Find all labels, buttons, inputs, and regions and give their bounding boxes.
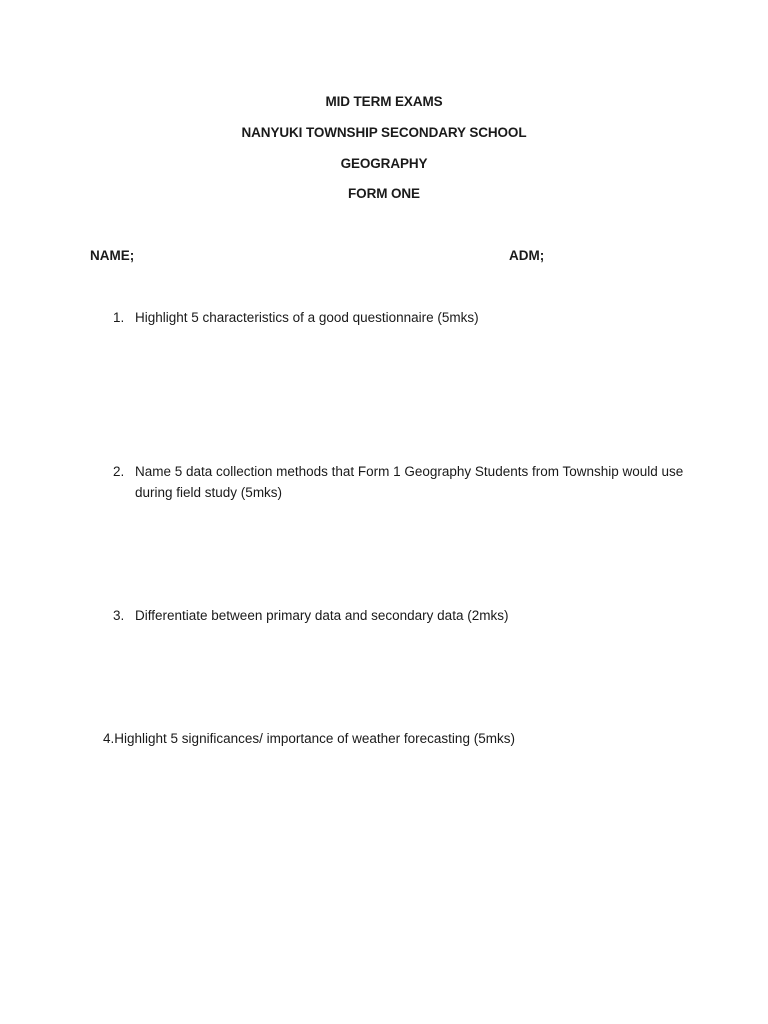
question-number: 1.: [113, 310, 125, 325]
exam-title: MID TERM EXAMS: [325, 94, 443, 109]
school-name: NANYUKI TOWNSHIP SECONDARY SCHOOL: [241, 125, 527, 140]
question-text: Highlight 5 significances/ importance of weather forecasting (5mks): [114, 731, 515, 746]
question-3: [113, 605, 695, 626]
question-text: Name 5 data collection methods that Form 1 Geography Students from Township would use during field study (5mks): [135, 464, 684, 500]
question-1: [113, 307, 695, 328]
question-text: Highlight 5 characteristics of a good questionnaire (5mks): [135, 310, 479, 325]
question-number: 3.: [113, 608, 125, 623]
subject-name: GEOGRAPHY: [340, 156, 428, 171]
adm-label: ADM;: [509, 248, 545, 263]
question-2: [113, 461, 691, 503]
name-label: NAME;: [90, 248, 135, 263]
form-level: FORM ONE: [348, 186, 420, 201]
question-number: 2.: [113, 464, 125, 479]
question-4: [103, 728, 694, 749]
question-text: Differentiate between primary data and secondary data (2mks): [135, 608, 509, 623]
question-number: 4.: [103, 731, 115, 746]
